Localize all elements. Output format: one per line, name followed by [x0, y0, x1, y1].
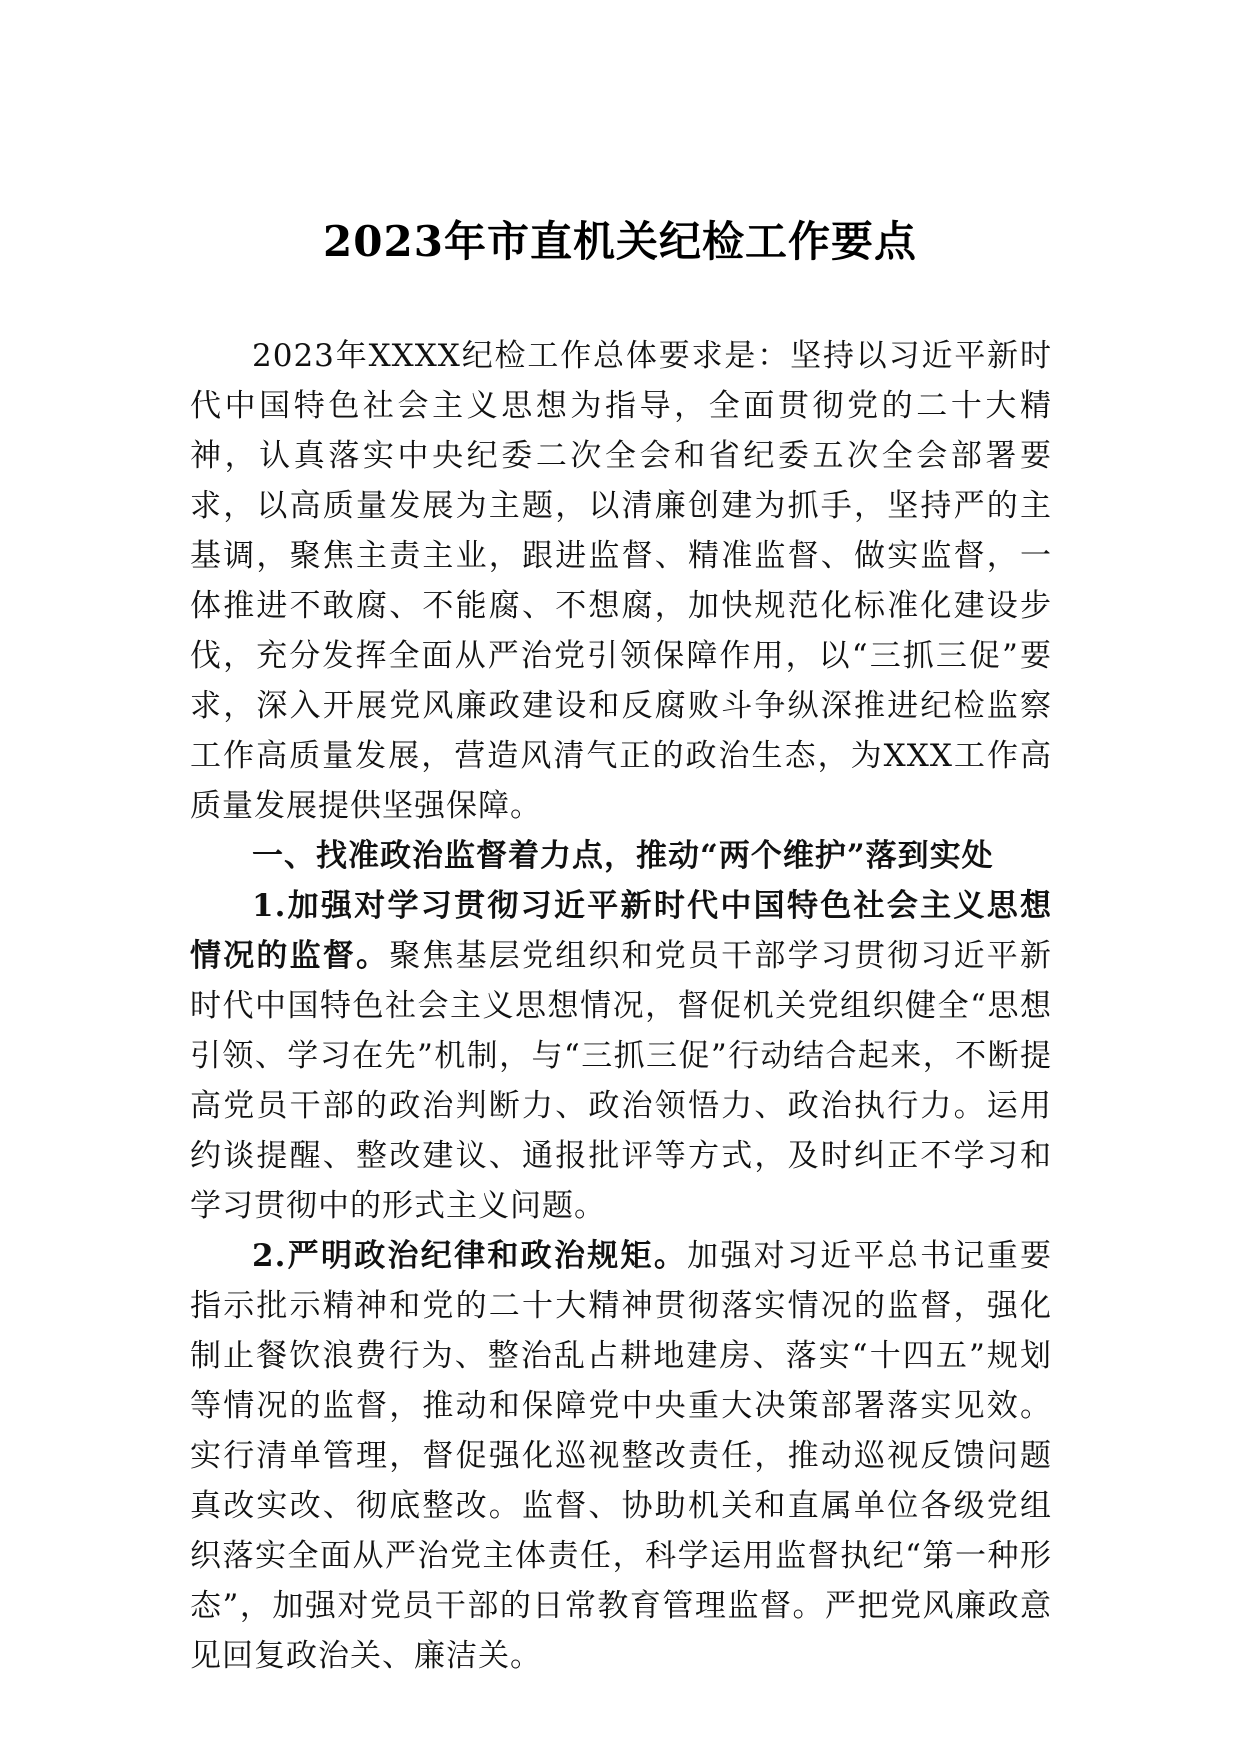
item-paragraph-2: [190, 1231, 1052, 1681]
document-body: [190, 331, 1052, 1681]
item-2-text: 加强对习近平总书记重要指示批示精神和党的二十大精神贯彻落实情况的监督，强化制止餐饮浪费行为、整治乱占耕地建房、落实“十四五”规划等情况的监督，推动和保障党中央重大决策部署落实见效。实行清单管理，督促强化巡视整改责任，推动巡视反馈问题真改实改、彻底整改。监督、协助机关和直属单位各级党组织落实全面从严治党主体责任，科学运用监督执纪“第一种形态”，加强对党员干部的日常教育管理监督。严把党风廉政意见回复政治关、廉洁关。: [190, 1238, 1052, 1674]
item-paragraph-1: [190, 881, 1052, 1231]
item-1-lead: 1.加强对学习贯彻习近平新时代中国特色社会主义思想情况的监督。: [190, 888, 1052, 974]
section-heading-1: 一、找准政治监督着力点，推动“两个维护”落到实处: [252, 838, 994, 874]
intro-paragraph: 2023年XXXX纪检工作总体要求是：坚持以习近平新时代中国特色社会主义思想为指导，全面贯彻党的二十大精神，认真落实中央纪委二次全会和省纪委五次全会部署要求，以高质量发展为主题，以清廉创建为抓手，坚持严的主基调，聚焦主责主业，跟进监督、精准监督、做实监督，一体推进不敢腐、不能腐、不想腐，加快规范化标准化建设步伐，充分发挥全面从严治党引领保障作用，以“三抓三促”要求，深入开展党风廉政建设和反腐败斗争纵深推进纪检监察工作高质量发展，营造风清气正的政治生态，为XXX工作高质量发展提供坚强保障。: [190, 338, 1052, 824]
item-2-lead: 2.严明政治纪律和政治规矩。: [252, 1238, 688, 1274]
document-title: 2023年市直机关纪检工作要点: [323, 217, 917, 266]
item-1-text: 聚焦基层党组织和党员干部学习贯彻习近平新时代中国特色社会主义思想情况，督促机关党组织健全“思想引领、学习在先”机制，与“三抓三促”行动结合起来，不断提高党员干部的政治判断力、政治领悟力、政治执行力。运用约谈提醒、整改建议、通报批评等方式，及时纠正不学习和学习贯彻中的形式主义问题。: [190, 938, 1053, 1224]
